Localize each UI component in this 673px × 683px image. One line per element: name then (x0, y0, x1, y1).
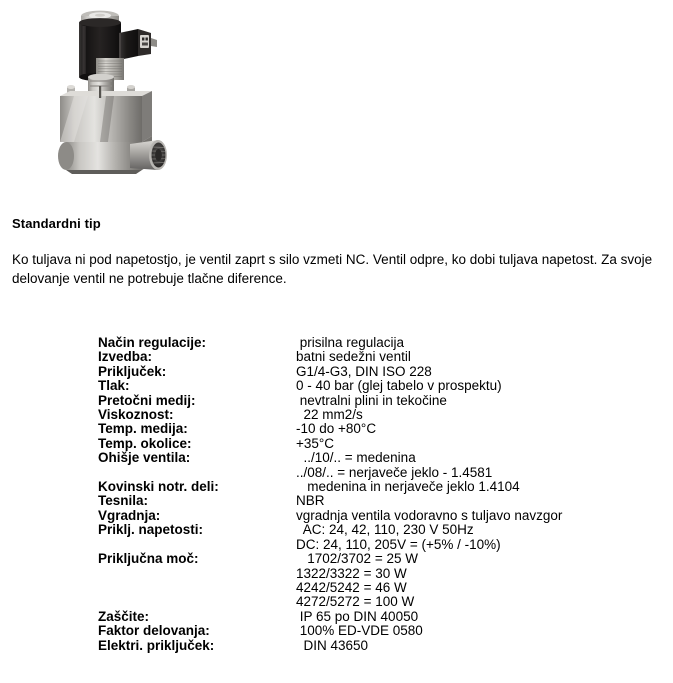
spec-row (98, 595, 658, 609)
spec-row (98, 437, 658, 451)
intro-paragraph: Ko tuljava ni pod napetostjo, je ventil zaprt s silo vzmeti NC. Ventil odpre, ko dobi tuljava napetost. Za svoje delovanje ventil ne potrebuje tlačne diference. (12, 252, 653, 286)
spec-row (98, 552, 658, 566)
specification-table-body (98, 336, 658, 653)
spec-label-continuation (98, 595, 296, 609)
spec-row (98, 379, 658, 393)
spec-value: ../08/.. = nerjaveče jeklo - 1.4581 (296, 464, 493, 480)
spec-row (98, 394, 658, 408)
spec-value: DC: 24, 110, 205V = (+5% / -10%) (296, 536, 501, 552)
spec-row (98, 581, 658, 595)
spec-value: IP 65 po DIN 40050 (296, 608, 419, 624)
spec-value: DIN 43650 (296, 637, 369, 653)
spec-row (98, 336, 658, 350)
spec-row (98, 538, 658, 552)
spec-row (98, 350, 658, 364)
spec-value: 1702/3702 = 25 W (296, 551, 418, 567)
product-photo (18, 2, 218, 202)
spec-label: Tesnila: (98, 493, 149, 509)
spec-value: 4242/5242 = 46 W (296, 579, 407, 595)
spec-value: AC: 24, 42, 110, 230 V 50Hz (296, 522, 474, 538)
spec-value: -10 do +80°C (296, 421, 377, 437)
spec-row (98, 639, 658, 653)
spec-value: 100% ED-VDE 0580 (296, 623, 423, 639)
spec-value: +35°C (296, 435, 335, 451)
page-title: Standardni tip (12, 216, 101, 231)
spec-label: Kovinski notr. deli: (98, 479, 219, 495)
spec-label: Izvedba: (98, 349, 153, 365)
spec-label: Način regulacije: (98, 335, 207, 350)
spec-label: Faktor delovanja: (98, 623, 210, 639)
spec-row (98, 422, 658, 436)
spec-row (98, 365, 658, 379)
spec-label-continuation (98, 466, 296, 480)
spec-label: Temp. okolice: (98, 435, 192, 451)
spec-value: 0 - 40 bar (glej tabelo v prospektu) (296, 378, 502, 394)
spec-value: ../10/.. = medenina (296, 450, 416, 466)
spec-label: Tlak: (98, 378, 130, 394)
spec-label: Elektri. priključek: (98, 637, 215, 653)
spec-value: 22 mm2/s (296, 407, 363, 423)
spec-value: NBR (296, 493, 325, 509)
spec-value: medenina in nerjaveče jeklo 1.4104 (296, 479, 520, 495)
spec-value: G1/4-G3, DIN ISO 228 (296, 363, 432, 379)
spec-value: prisilna regulacija (296, 335, 405, 350)
spec-row (98, 567, 658, 581)
spec-value: 4272/5272 = 100 W (296, 594, 415, 610)
spec-label: Priklj. napetosti: (98, 522, 204, 538)
specification-table (98, 336, 658, 653)
spec-row (98, 466, 658, 480)
spec-label-continuation (98, 581, 296, 595)
solenoid-valve-illustration (18, 2, 218, 202)
spec-label: Temp. medija: (98, 421, 188, 437)
spec-label-continuation (98, 567, 296, 581)
spec-value: batni sedežni ventil (296, 349, 411, 365)
spec-row (98, 523, 658, 537)
spec-label: Ohišje ventila: (98, 450, 191, 466)
spec-label: Vgradnja: (98, 507, 161, 523)
spec-value: nevtralni plini in tekočine (296, 392, 447, 408)
spec-value: 1322/3322 = 30 W (296, 565, 407, 581)
spec-value: vgradnja ventila vodoravno s tuljavo navzgor (296, 507, 563, 523)
spec-row (98, 624, 658, 638)
spec-label: Viskoznost: (98, 407, 174, 423)
spec-row (98, 451, 658, 465)
spec-label-continuation (98, 538, 296, 552)
spec-label: Pretočni medij: (98, 392, 196, 408)
spec-label: Priključna moč: (98, 551, 199, 567)
spec-row (98, 480, 658, 494)
spec-row (98, 509, 658, 523)
spec-row (98, 494, 658, 508)
spec-row (98, 408, 658, 422)
spec-label: Zaščite: (98, 608, 150, 624)
spec-label: Priključek: (98, 363, 167, 379)
spec-row (98, 610, 658, 624)
